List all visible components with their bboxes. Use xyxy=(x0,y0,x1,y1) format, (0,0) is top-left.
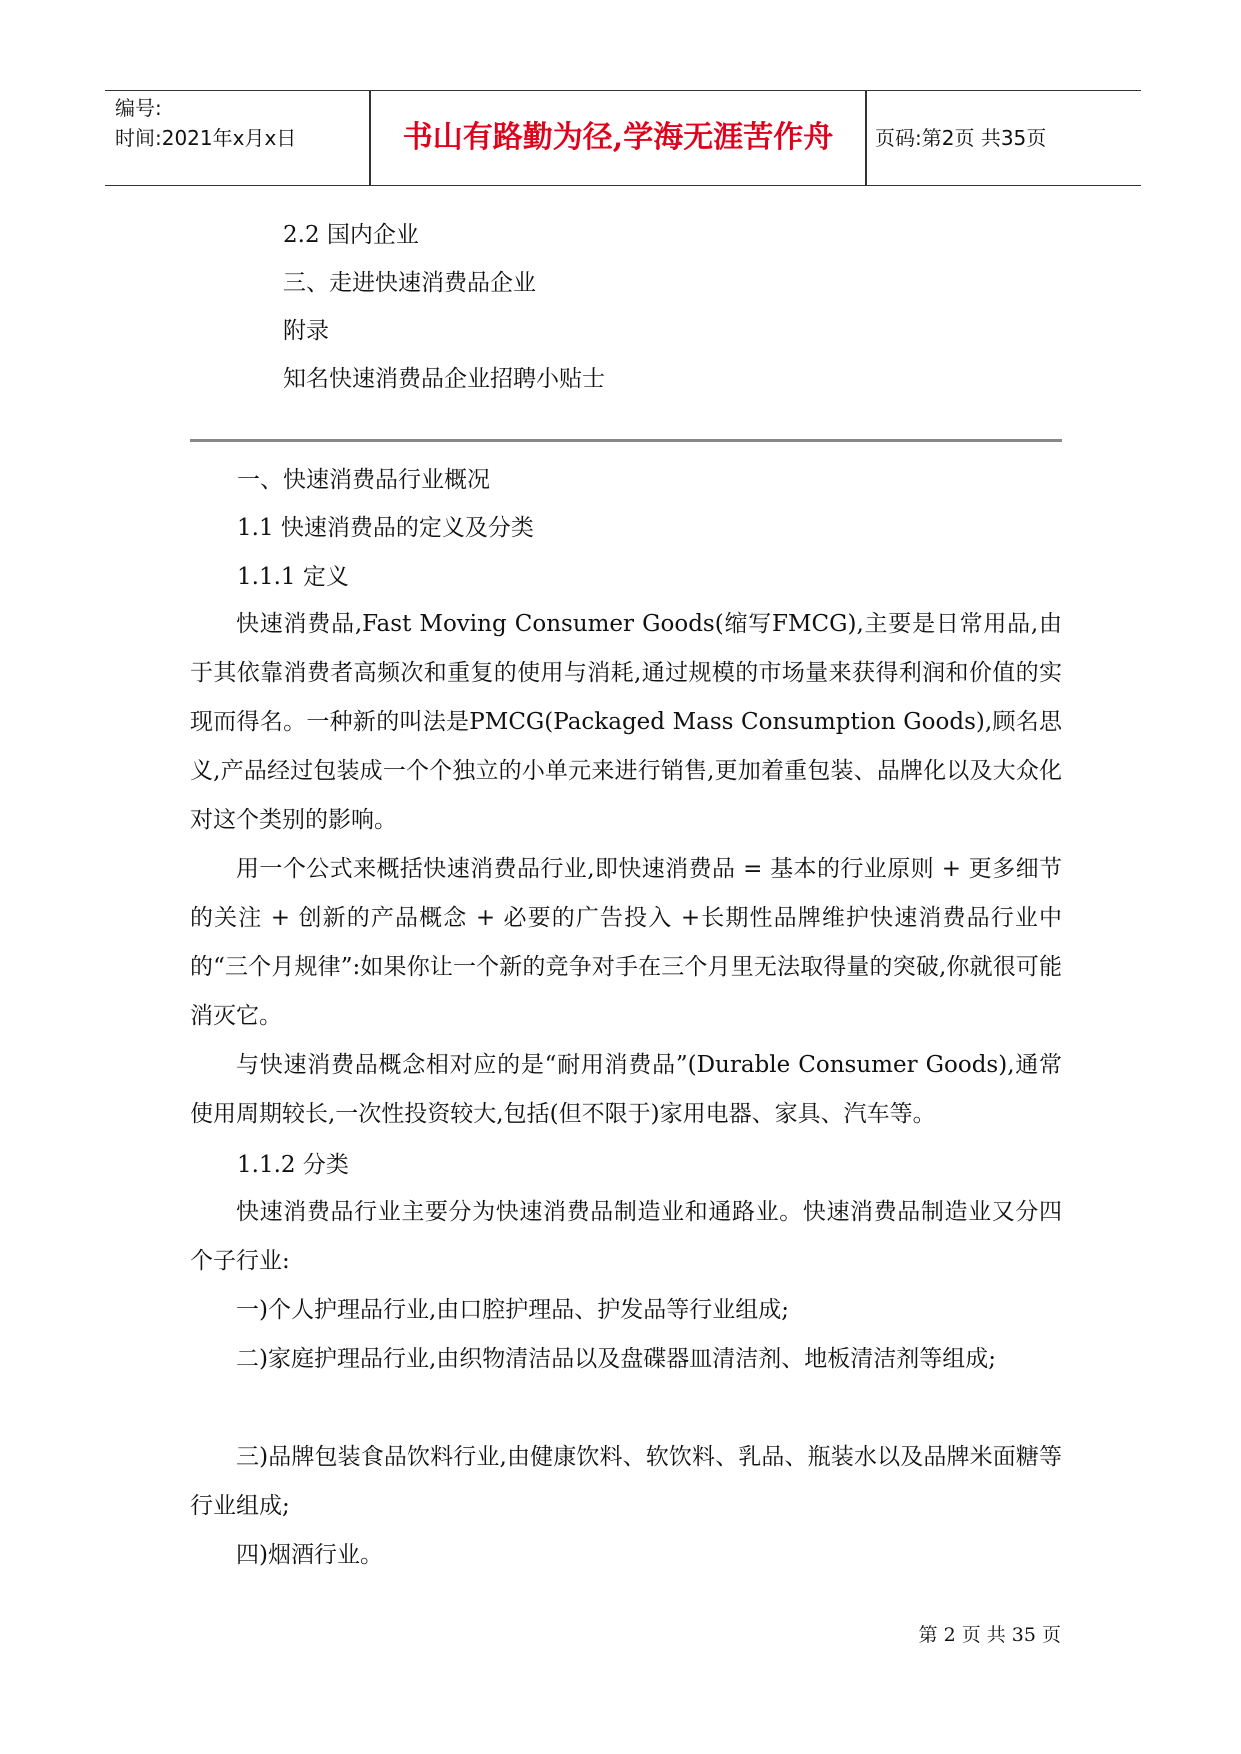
heading-1-1: 1.1 快速消费品的定义及分类 xyxy=(237,515,534,541)
heading-1: 一、快速消费品行业概况 xyxy=(237,467,490,493)
toc-item: 三、走进快速消费品企业 xyxy=(283,270,536,296)
toc-item: 知名快速消费品企业招聘小贴士 xyxy=(283,366,605,392)
list-item: 一)个人护理品行业,由口腔护理品、护发品等行业组成; xyxy=(236,1297,790,1323)
list-item: 四)烟酒行业。 xyxy=(236,1542,383,1568)
section-divider xyxy=(190,439,1062,442)
page-footer: 第 2 页 共 35 页 xyxy=(918,1624,1061,1646)
toc-item: 2.2 国内企业 xyxy=(283,222,419,248)
header-divider xyxy=(865,91,867,185)
paragraph-durable-goods: 与快速消费品概念相对应的是“耐用消费品”(Durable Consumer Goods),通常使用周期较长,一次性投资较大,包括(但不限于)家用电器、家具、汽车等。 xyxy=(190,1052,1062,1127)
list-item: 三)品牌包装食品饮料行业,由健康饮料、软饮料、乳品、瓶装水以及品牌米面糖等行业组成; xyxy=(190,1444,1062,1519)
toc-item: 附录 xyxy=(283,318,329,344)
header-page-info: 页码:第2页 共35页 xyxy=(875,126,1047,150)
header-motto: 书山有路勤为径,学海无涯苦作舟 xyxy=(402,120,834,155)
time-label: 时间:2021年x月x日 xyxy=(115,126,297,150)
header-meta xyxy=(115,93,296,153)
paragraph-classification: 快速消费品行业主要分为快速消费品制造业和通路业。快速消费品制造业又分四个子行业: xyxy=(190,1199,1062,1274)
number-label: 编号: xyxy=(115,96,162,120)
heading-1-1-2: 1.1.2 分类 xyxy=(237,1152,349,1178)
heading-1-1-1: 1.1.1 定义 xyxy=(237,564,349,590)
paragraph-formula: 用一个公式来概括快速消费品行业,即快速消费品 = 基本的行业原则 + 更多细节的关注 + 创新的产品概念 + 必要的广告投入 +长期性品牌维护快速消费品行业中的“三个月规律”:如果你让一个新的竞争对手在三个月里无法取得量的突破,你就很可能消灭它。 xyxy=(190,856,1062,1029)
paragraph-definition: 快速消费品,Fast Moving Consumer Goods(缩写FMCG),主要是日常用品,由于其依靠消费者高频次和重复的使用与消耗,通过规模的市场量来获得利润和价值的实现而得名。一种新的叫法是PMCG(Packaged Mass Consumption Goods),顾名思义,产品经过包装成一个个独立的小单元来进行销售,更加着重包装、品牌化以及大众化对这个类别的影响。 xyxy=(190,611,1062,833)
page-header xyxy=(105,90,1141,186)
list-item: 二)家庭护理品行业,由织物清洁品以及盘碟器皿清洁剂、地板清洁剂等组成; xyxy=(236,1346,997,1372)
